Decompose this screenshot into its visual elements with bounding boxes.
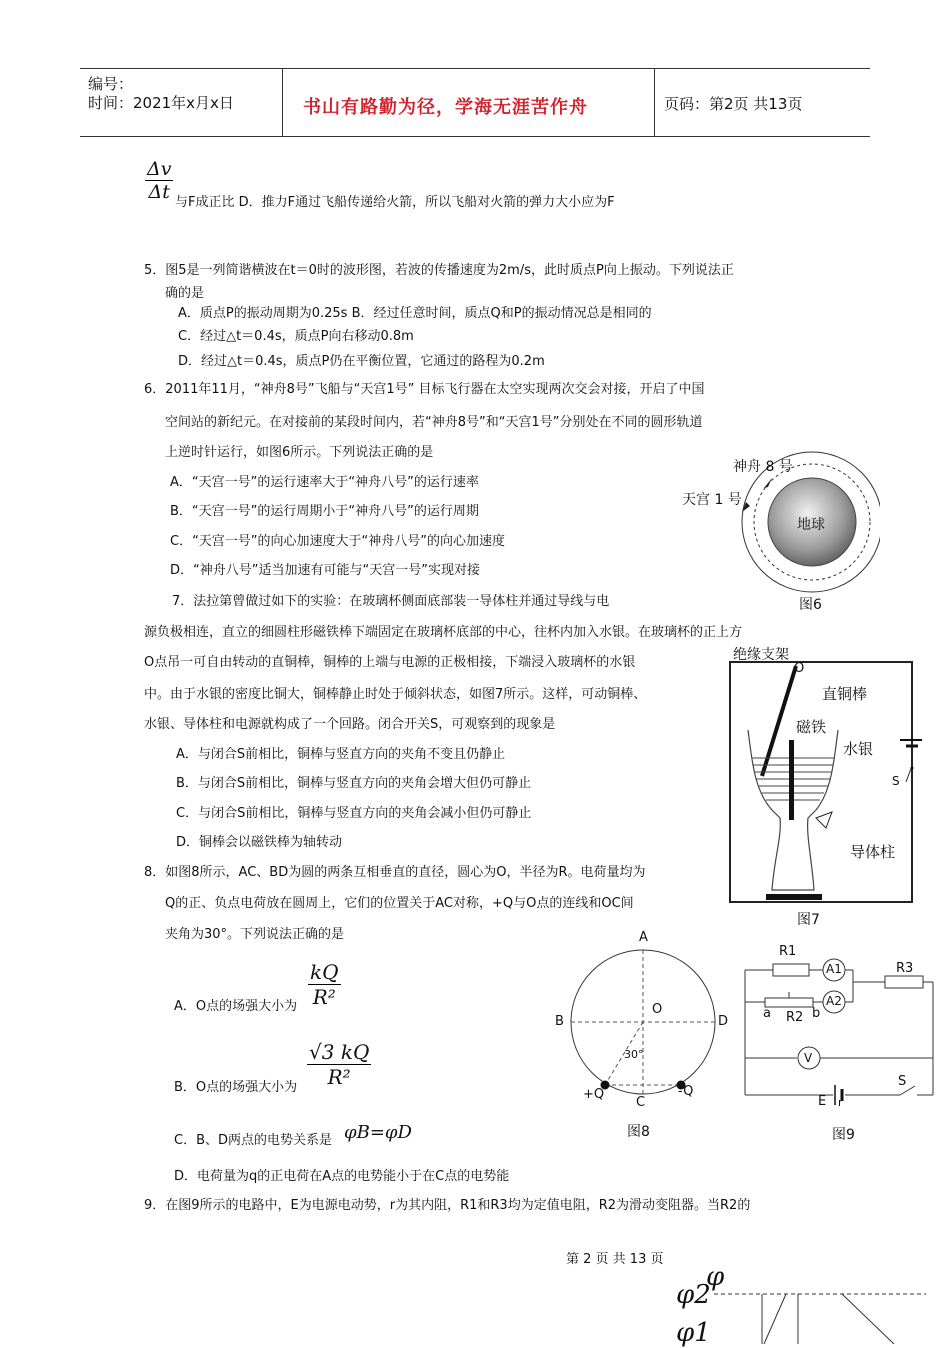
fig7-label-o: O [794, 661, 805, 676]
bottom-symbol-phi2: φ2 [676, 1280, 711, 1310]
switch-contact [911, 767, 914, 770]
fig6-label-shenzhou: 神舟 8 号 [733, 459, 793, 475]
magnet-bar [789, 740, 794, 820]
q5-stem-line1: 5．图5是一列简谐横波在t＝0时的波形图，若波的传播速度为2m/s，此时质点P向上振动。下列说法正 [144, 263, 734, 278]
header-bottom-rule [80, 136, 870, 137]
fig8-label-plus-q: +Q [583, 1087, 605, 1102]
fig7-label-rod: 直铜棒 [822, 685, 868, 703]
q7-option-b: B．与闭合S前相比，铜棒与竖直方向的夹角会增大但仍可静止 [176, 776, 532, 791]
q6-option-b: B．“天宫一号”的运行周期小于“神舟八号”的运行周期 [170, 504, 479, 519]
q7-option-d: D．铜棒会以磁铁棒为轴转动 [176, 835, 343, 850]
fig9-label-s: S [898, 1074, 907, 1089]
header-top-rule [80, 68, 870, 69]
fig9-label-a2: A2 [826, 994, 842, 1008]
q7-option-a: A．与闭合S前相比，铜棒与竖直方向的夹角不变且仍静止 [176, 747, 506, 762]
partial-line-3 [764, 1294, 786, 1344]
q8-a-numerator: kQ [310, 960, 339, 984]
fig9-label-v: V [804, 1051, 813, 1065]
q6-option-a: A．“天宫一号”的运行速率大于“神舟八号”的运行速率 [170, 475, 479, 490]
q5-option-c: C．经过△t＝0.4s，质点P向右移动0.8m [178, 329, 414, 344]
partial-line-5 [842, 1294, 894, 1344]
q8-option-a-formula [308, 960, 341, 1009]
q8-option-a-label: A．O点的场强大小为 [174, 999, 298, 1014]
header-date: 时间：2021年x月x日 [88, 94, 234, 112]
fig6-caption: 图6 [799, 597, 822, 613]
fig8-caption: 图8 [627, 1124, 650, 1140]
fig6-label-tiangong: 天宫 1 号 [682, 492, 742, 508]
q8-stem-line1: 8．如图8所示，AC、BD为圆的两条互相垂直的直径，圆心为O，半径为R。电荷量均为 [144, 865, 646, 880]
fig7-label-support: 绝缘支架 [733, 647, 789, 663]
fig9-caption: 图9 [832, 1127, 855, 1143]
fig9-label-a1: A1 [826, 962, 842, 976]
q8-option-b-label: B．O点的场强大小为 [174, 1080, 298, 1095]
fig9-label-e: E [818, 1094, 827, 1109]
q7-stem-line4: 中。由于水银的密度比铜大，铜棒静止时处于倾斜状态，如图7所示。这样，可动铜棒、 [144, 687, 647, 702]
q7-stem-line5: 水银、导体柱和电源就构成了一个回路。闭合开关S，可观察到的现象是 [144, 717, 556, 732]
q7-stem-line2: 源负极相连，直立的细圆柱形磁铁棒下端固定在玻璃杯底部的中心，往杯内加入水银。在玻璃杯的正上方 [144, 625, 743, 640]
q7-stem-line3: O点吊一可自由转动的直铜棒，铜棒的上端与电源的正极相接，下端浸入玻璃杯的水银 [144, 655, 636, 670]
resistor-r3 [885, 976, 923, 988]
fig8-label-angle: 30° [624, 1048, 644, 1061]
fraction-numerator: Δv [147, 158, 172, 180]
bottom-symbol-phi1: φ1 [676, 1318, 711, 1348]
cup-base [766, 894, 822, 900]
q8-a-denominator: R² [312, 985, 336, 1009]
top-fraction [145, 158, 173, 203]
fig9-label-r2: R2 [786, 1010, 804, 1025]
figure-8-circle [550, 930, 740, 1115]
q5-stem-line2: 确的是 [165, 286, 205, 301]
fig7-label-mercury: 水银 [843, 740, 874, 758]
q6-stem-line3: 上逆时针运行，如图6所示。下列说法正确的是 [165, 445, 434, 460]
bottom-partial-figure [700, 1270, 940, 1344]
q5-options-ab: A．质点P的振动周期为0.25s B．经过任意时间，质点Q和P的振动情况总是相同的 [178, 306, 652, 321]
fig9-label-a: a [763, 1006, 771, 1021]
fig7-caption: 图7 [797, 912, 820, 928]
fig8-label-b: B [555, 1014, 564, 1029]
fig9-label-r1: R1 [779, 944, 797, 959]
header-divider-left [282, 68, 283, 136]
shenzhou-arrow-icon [764, 478, 772, 488]
fig7-label-post: 导体柱 [850, 843, 896, 861]
q8-option-d: D．电荷量为q的正电荷在A点的电势能小于在C点的电势能 [174, 1169, 510, 1184]
fig9-label-r: r [838, 1096, 843, 1109]
fig8-label-a: A [639, 930, 648, 945]
header-number: 编号： [88, 75, 134, 93]
q8-stem-line3: 夹角为30°。下列说法正确的是 [165, 927, 345, 942]
q6-stem-line1: 6．2011年11月，“神舟8号”飞船与“天宫1号” 目标飞行器在太空实现两次交会对接，开启了中国 [144, 382, 705, 397]
fig8-label-c: C [636, 1095, 646, 1110]
header-divider-right [654, 68, 655, 136]
q8-stem-line2: Q的正、负点电荷放在圆周上，它们的位置关于AC对称，+Q与O点的连线和OC间 [165, 896, 634, 911]
q7-stem-line1: 7．法拉第曾做过如下的实验：在玻璃杯侧面底部装一导体柱并通过导线与电 [172, 594, 610, 609]
header-motto: 书山有路勤为径，学海无涯苦作舟 [303, 97, 588, 118]
fig8-label-d: D [718, 1014, 729, 1029]
fig7-label-magnet: 磁铁 [796, 718, 827, 736]
q5-option-d: D．经过△t＝0.4s，质点P仍在平衡位置，它通过的路程为0.2m [178, 354, 545, 369]
fraction-denominator: Δt [148, 181, 170, 203]
q4-option-d: 与F成正比 D．推力F通过飞船传递给火箭，所以飞船对火箭的弹力大小应为F [175, 195, 615, 210]
page-footer: 第 2 页 共 13 页 [566, 1252, 664, 1267]
resistor-r2 [765, 998, 813, 1007]
q6-option-d: D．“神舟八号”适当加速有可能与“天宫一号”实现对接 [170, 563, 480, 578]
q9-stem-line1: 9．在图9所示的电路中，E为电源电动势，r为其内阻，R1和R3均为定值电阻，R2为滑动变阻器。当R2的 [144, 1198, 751, 1213]
conductor-post-icon [816, 812, 832, 828]
fig8-label-minus-q: -Q [678, 1084, 694, 1099]
resistor-r1 [773, 964, 809, 976]
bottom-symbol-phi: φ [706, 1262, 725, 1292]
q8-b-denominator: R² [327, 1065, 351, 1089]
q7-option-c: C．与闭合S前相比，铜棒与竖直方向的夹角会减小但仍可静止 [176, 806, 532, 821]
q6-option-c: C．“天宫一号”的向心加速度大于“神舟八号”的向心加速度 [170, 534, 506, 549]
fig6-label-earth: 地球 [797, 517, 825, 533]
fig7-label-s: S [892, 774, 900, 788]
header-page: 页码：第2页 共13页 [664, 95, 803, 113]
fig9-label-r3: R3 [896, 961, 914, 976]
q6-stem-line2: 空间站的新纪元。在对接前的某段时间内，若“神舟8号”和“天宫1号”分别处在不同的圆形轨道 [165, 415, 703, 430]
q8-option-c-label: C．B、D两点的电势关系是 [174, 1133, 333, 1148]
q8-b-numerator: √3 kQ [309, 1040, 370, 1064]
fig9-label-b: b [812, 1006, 821, 1021]
q8-option-b-formula [307, 1040, 371, 1089]
fig8-label-o: O [652, 1002, 663, 1017]
q8-option-c-formula: φB=φD [344, 1122, 412, 1143]
